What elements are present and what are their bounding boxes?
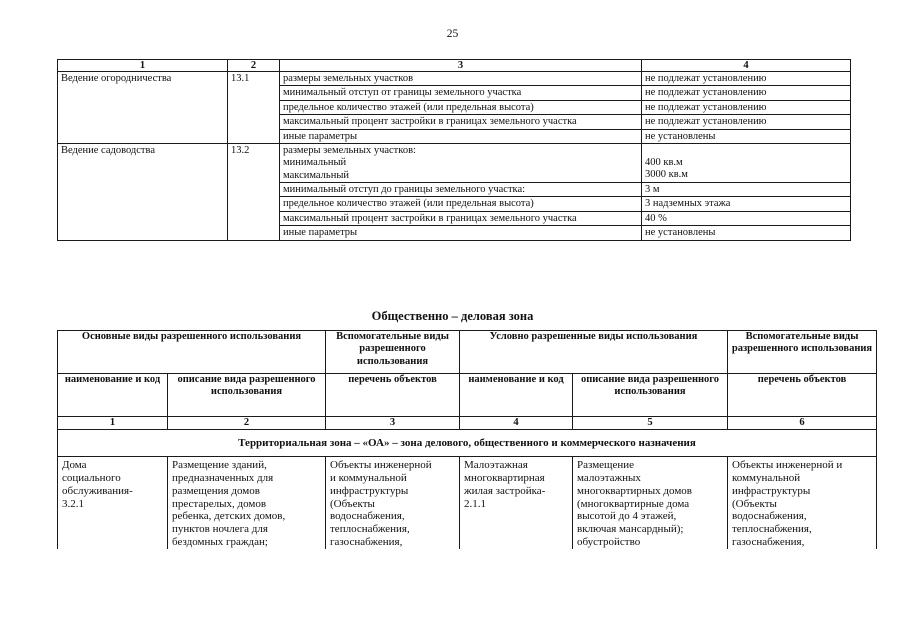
cell-line: инфраструктуры bbox=[330, 484, 409, 497]
cell-line: многоквартирных домов bbox=[577, 484, 692, 497]
permitted-use-table bbox=[57, 330, 877, 549]
cell-line: теплоснабжения, bbox=[330, 523, 410, 536]
column-number: 4 bbox=[460, 417, 573, 430]
param-description: минимальный отступ до границы земельного участка: bbox=[280, 183, 642, 197]
main-use-description bbox=[168, 457, 326, 550]
param-description: иные параметры bbox=[280, 129, 642, 143]
param-value: 40 % bbox=[642, 211, 851, 225]
param-description: иные параметры bbox=[280, 226, 642, 240]
cell-line: коммунальной bbox=[732, 471, 801, 484]
table-header-row bbox=[58, 60, 851, 72]
sub-header-row bbox=[58, 374, 877, 417]
cell-line: 3.2.1 bbox=[62, 497, 84, 510]
cell-line: престарелых, домов bbox=[172, 497, 267, 510]
column-number-row bbox=[58, 417, 877, 430]
cell-line: водоснабжения, bbox=[330, 510, 405, 523]
param-value: не установлены bbox=[642, 226, 851, 240]
cell-line: бездомных граждан; bbox=[172, 536, 268, 549]
sub-header-name-code-2: наименование и код bbox=[460, 374, 573, 417]
param-description bbox=[280, 143, 642, 182]
column-number: 3 bbox=[326, 417, 460, 430]
cell-line: инфраструктуры bbox=[732, 484, 811, 497]
header-cell: 4 bbox=[642, 60, 851, 72]
territorial-zone-row bbox=[58, 430, 877, 457]
param-value: не установлены bbox=[642, 129, 851, 143]
cell-line: обслуживания- bbox=[62, 484, 133, 497]
territorial-zone-title: Территориальная зона – «ОА» – зона делового, общественного и коммерческого назначения bbox=[58, 430, 877, 457]
sub-header-object-list-2: перечень объектов bbox=[728, 374, 877, 417]
main-use-name bbox=[58, 457, 168, 550]
param-description: минимальный отступ от границы земельного участка bbox=[280, 86, 642, 100]
param-value: не подлежат установлению bbox=[642, 115, 851, 129]
sub-header-object-list: перечень объектов bbox=[326, 374, 460, 417]
use-type-code: 13.2 bbox=[228, 143, 280, 240]
param-description: максимальный процент застройки в границах земельного участка bbox=[280, 211, 642, 225]
sub-header-name-code: наименование и код bbox=[58, 374, 168, 417]
cell-line: пунктов ночлега для bbox=[172, 523, 268, 536]
cell-line: Дома bbox=[62, 459, 87, 471]
group-header-main-uses: Основные виды разрешенного использования bbox=[58, 331, 326, 374]
cell-line: Объекты инженерной и bbox=[732, 459, 843, 471]
use-type-name: Ведение садоводства bbox=[58, 143, 228, 240]
table-row bbox=[58, 457, 877, 550]
cell-line: ребенка, детских домов, bbox=[172, 510, 286, 523]
param-value: 3 надземных этажа bbox=[642, 197, 851, 211]
param-value bbox=[642, 143, 851, 182]
header-cell: 3 bbox=[280, 60, 642, 72]
page-number: 25 bbox=[446, 28, 459, 40]
param-description: предельное количество этажей (или предельная высота) bbox=[280, 100, 642, 114]
size-line: максимальный bbox=[283, 169, 349, 181]
param-description: размеры земельных участков bbox=[280, 72, 642, 86]
cell-line: и коммунальной bbox=[330, 471, 407, 484]
param-value: не подлежат установлению bbox=[642, 86, 851, 100]
table-row bbox=[58, 72, 851, 86]
size-value: 400 кв.м bbox=[645, 156, 683, 168]
cell-line: высотой до 4 этажей, bbox=[577, 510, 677, 523]
auxiliary-objects bbox=[326, 457, 460, 550]
header-cell: 2 bbox=[228, 60, 280, 72]
column-number: 2 bbox=[168, 417, 326, 430]
cell-line: обустройство bbox=[577, 536, 641, 549]
cell-line: газоснабжения, bbox=[330, 536, 403, 549]
column-number: 5 bbox=[573, 417, 728, 430]
use-type-name: Ведение огородничества bbox=[58, 72, 228, 144]
sub-header-description: описание вида разрешенного использования bbox=[168, 374, 326, 417]
use-type-code: 13.1 bbox=[228, 72, 280, 144]
group-header-row bbox=[58, 331, 877, 374]
cell-line: водоснабжения, bbox=[732, 510, 807, 523]
group-header-auxiliary-uses-2: Вспомогательные виды разрешенного использования bbox=[728, 331, 877, 374]
cell-line: газоснабжения, bbox=[732, 536, 805, 549]
cell-line: многоквартирная bbox=[464, 471, 545, 484]
cell-line: теплоснабжения, bbox=[732, 523, 812, 536]
land-use-parameters-table bbox=[57, 59, 851, 241]
group-header-auxiliary-uses: Вспомогательные виды разрешенного использования bbox=[326, 331, 460, 374]
cell-line: включая мансардный); bbox=[577, 523, 684, 536]
cell-line: Малоэтажная bbox=[464, 459, 528, 471]
cell-line: (многоквартирные дома bbox=[577, 497, 690, 510]
cell-line: (Объекты bbox=[732, 497, 777, 510]
cell-line: 2.1.1 bbox=[464, 497, 486, 510]
table-row bbox=[58, 143, 851, 182]
conditional-use-description bbox=[573, 457, 728, 550]
size-line: минимальный bbox=[283, 157, 347, 169]
cell-line: размещения домов bbox=[172, 484, 260, 497]
param-description: предельное количество этажей (или предельная высота) bbox=[280, 197, 642, 211]
size-value: 3000 кв.м bbox=[645, 169, 688, 181]
param-value: 3 м bbox=[642, 183, 851, 197]
cell-line: (Объекты bbox=[330, 497, 375, 510]
param-value: не подлежат установлению bbox=[642, 100, 851, 114]
sub-header-description-2: описание вида разрешенного использования bbox=[573, 374, 728, 417]
param-description: максимальный процент застройки в границах земельного участка bbox=[280, 115, 642, 129]
cell-line: жилая застройка- bbox=[464, 484, 546, 497]
cell-line: Объекты инженерной bbox=[330, 459, 432, 471]
header-cell: 1 bbox=[58, 60, 228, 72]
zone-title: Общественно – деловая зона bbox=[371, 309, 534, 323]
cell-line: социального bbox=[62, 471, 121, 484]
size-line: размеры земельных участков: bbox=[283, 144, 416, 156]
column-number: 6 bbox=[728, 417, 877, 430]
cell-line: малоэтажных bbox=[577, 471, 641, 484]
param-value: не подлежат установлению bbox=[642, 72, 851, 86]
column-number: 1 bbox=[58, 417, 168, 430]
cell-line: Размещение зданий, bbox=[172, 459, 267, 471]
auxiliary-objects-2 bbox=[728, 457, 877, 550]
cell-line: предназначенных для bbox=[172, 471, 274, 484]
cell-line: Размещение bbox=[577, 459, 635, 471]
group-header-conditional-uses: Условно разрешенные виды использования bbox=[460, 331, 728, 374]
conditional-use-name bbox=[460, 457, 573, 550]
